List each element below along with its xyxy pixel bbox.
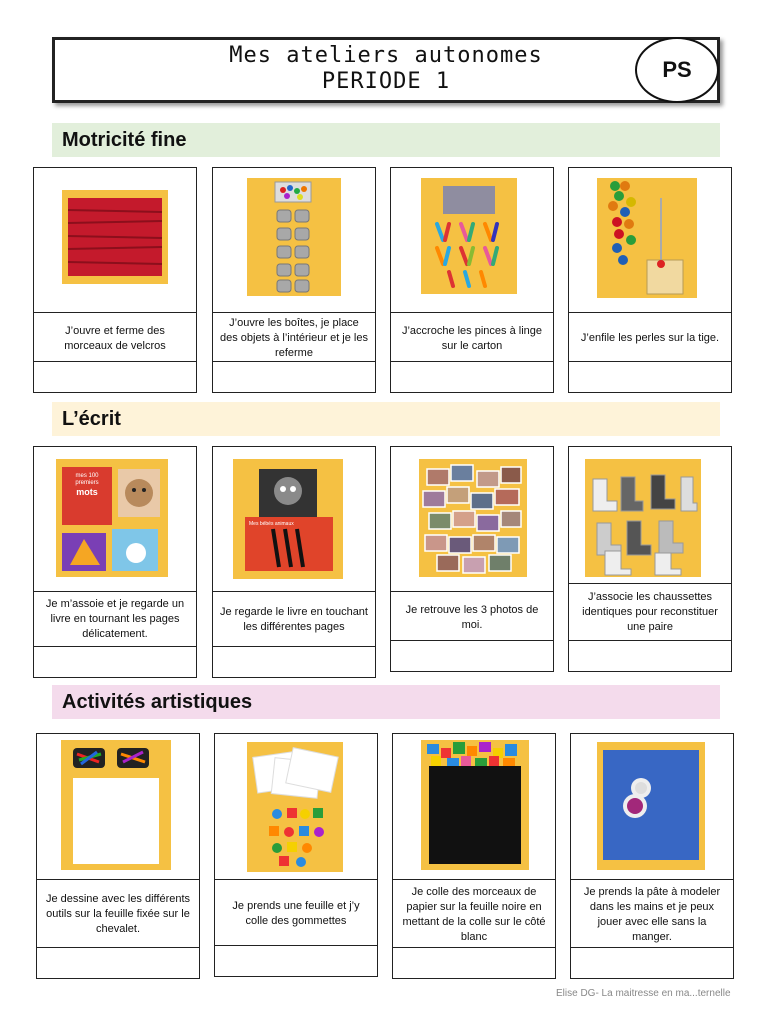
title-frame	[52, 37, 720, 103]
activity-card-stickers	[214, 733, 378, 977]
socks-image	[585, 459, 701, 577]
photos-image	[419, 459, 527, 577]
activity-card-socks	[568, 446, 732, 672]
activity-card-boxes	[212, 167, 376, 393]
activity-card-playdough	[570, 733, 734, 979]
checkbox-row	[569, 640, 731, 671]
velcro-photo	[62, 190, 168, 284]
touch-book-image	[233, 459, 343, 579]
beads-photo	[597, 178, 697, 298]
activity-caption: J’accroche les pinces à linge sur le carton	[391, 312, 553, 364]
socks-photo	[585, 459, 701, 577]
stickers-image	[247, 742, 343, 872]
title-line-1: Mes ateliers autonomes	[229, 43, 543, 68]
checkbox-row	[213, 361, 375, 392]
stickers-photo	[247, 742, 343, 872]
activity-caption: Je colle des morceaux de papier sur la feuille noire en mettant de la colle sur le côté blanc	[393, 879, 555, 949]
page-title	[55, 43, 717, 95]
drawing-image	[61, 740, 171, 870]
activity-caption: Je prends la pâte à modeler dans les mains et je peux jouer avec elle sans la manger.	[571, 879, 733, 949]
playdough-image	[597, 742, 705, 870]
checkbox-row	[215, 945, 377, 976]
book-cover-title-line: mes 100	[75, 473, 99, 479]
boxes-photo	[247, 178, 341, 296]
book-cover-title	[70, 473, 104, 497]
activity-card-photos	[390, 446, 554, 672]
activity-caption: J’enfile les perles sur la tige.	[569, 312, 731, 364]
activity-caption: Je m’assoie et je regarde un livre en tournant les pages délicatement.	[34, 591, 196, 647]
collage-image	[421, 740, 529, 870]
activity-caption: Je regarde le livre en touchant les différentes pages	[213, 591, 375, 647]
boxes-image	[247, 178, 341, 296]
activity-card-book	[33, 446, 197, 678]
section-header-artistique: Activités artistiques	[52, 685, 720, 719]
activity-caption: Je retrouve les 3 photos de moi.	[391, 591, 553, 643]
activity-caption: J’associe les chaussettes identiques pour reconstituer une paire	[569, 583, 731, 641]
section-header-ecrit: L’écrit	[52, 402, 720, 436]
book-cover-title-line: premiers	[75, 480, 99, 486]
activity-caption: Je dessine avec les différents outils sur la feuille fixée sur le chevalet.	[37, 879, 199, 949]
activity-caption: J’ouvre les boîtes, je place des objets à l’intérieur et je les referme	[213, 312, 375, 364]
activity-card-velcro	[33, 167, 197, 393]
photos-photo	[419, 459, 527, 577]
activity-card-touch-book	[212, 446, 376, 678]
activity-caption: J’ouvre et ferme des morceaux de velcros	[34, 312, 196, 364]
playdough-photo	[597, 742, 705, 870]
checkbox-row	[213, 646, 375, 677]
title-line-2: PERIODE 1	[321, 69, 451, 94]
checkbox-row	[34, 646, 196, 677]
activity-caption: Je prends une feuille et j’y colle des gommettes	[215, 879, 377, 947]
books-photo	[56, 459, 168, 577]
beads-image	[597, 178, 697, 298]
checkbox-row	[393, 947, 555, 978]
level-badge: PS	[635, 37, 719, 103]
collage-photo	[421, 740, 529, 870]
velcro-strips-image	[62, 190, 168, 284]
checkbox-row	[391, 361, 553, 392]
clothespins-image	[421, 178, 517, 294]
checkbox-row	[391, 640, 553, 671]
checkbox-row	[571, 947, 733, 978]
touch-book-photo	[233, 459, 343, 579]
section-header-motricite: Motricité fine	[52, 123, 720, 157]
activity-card-clothespins	[390, 167, 554, 393]
clothespins-photo	[421, 178, 517, 294]
footer-credit: Elise DG- La maitresse en ma...ternelle	[556, 988, 731, 999]
checkbox-row	[37, 947, 199, 978]
activity-card-drawing	[36, 733, 200, 979]
activity-card-beads	[568, 167, 732, 393]
drawing-photo	[61, 740, 171, 870]
book-cover-title-line: mots	[76, 487, 98, 497]
checkbox-row	[34, 361, 196, 392]
activity-card-collage	[392, 733, 556, 979]
checkbox-row	[569, 361, 731, 392]
book-cover-title: Mes bébés animaux	[249, 521, 294, 527]
